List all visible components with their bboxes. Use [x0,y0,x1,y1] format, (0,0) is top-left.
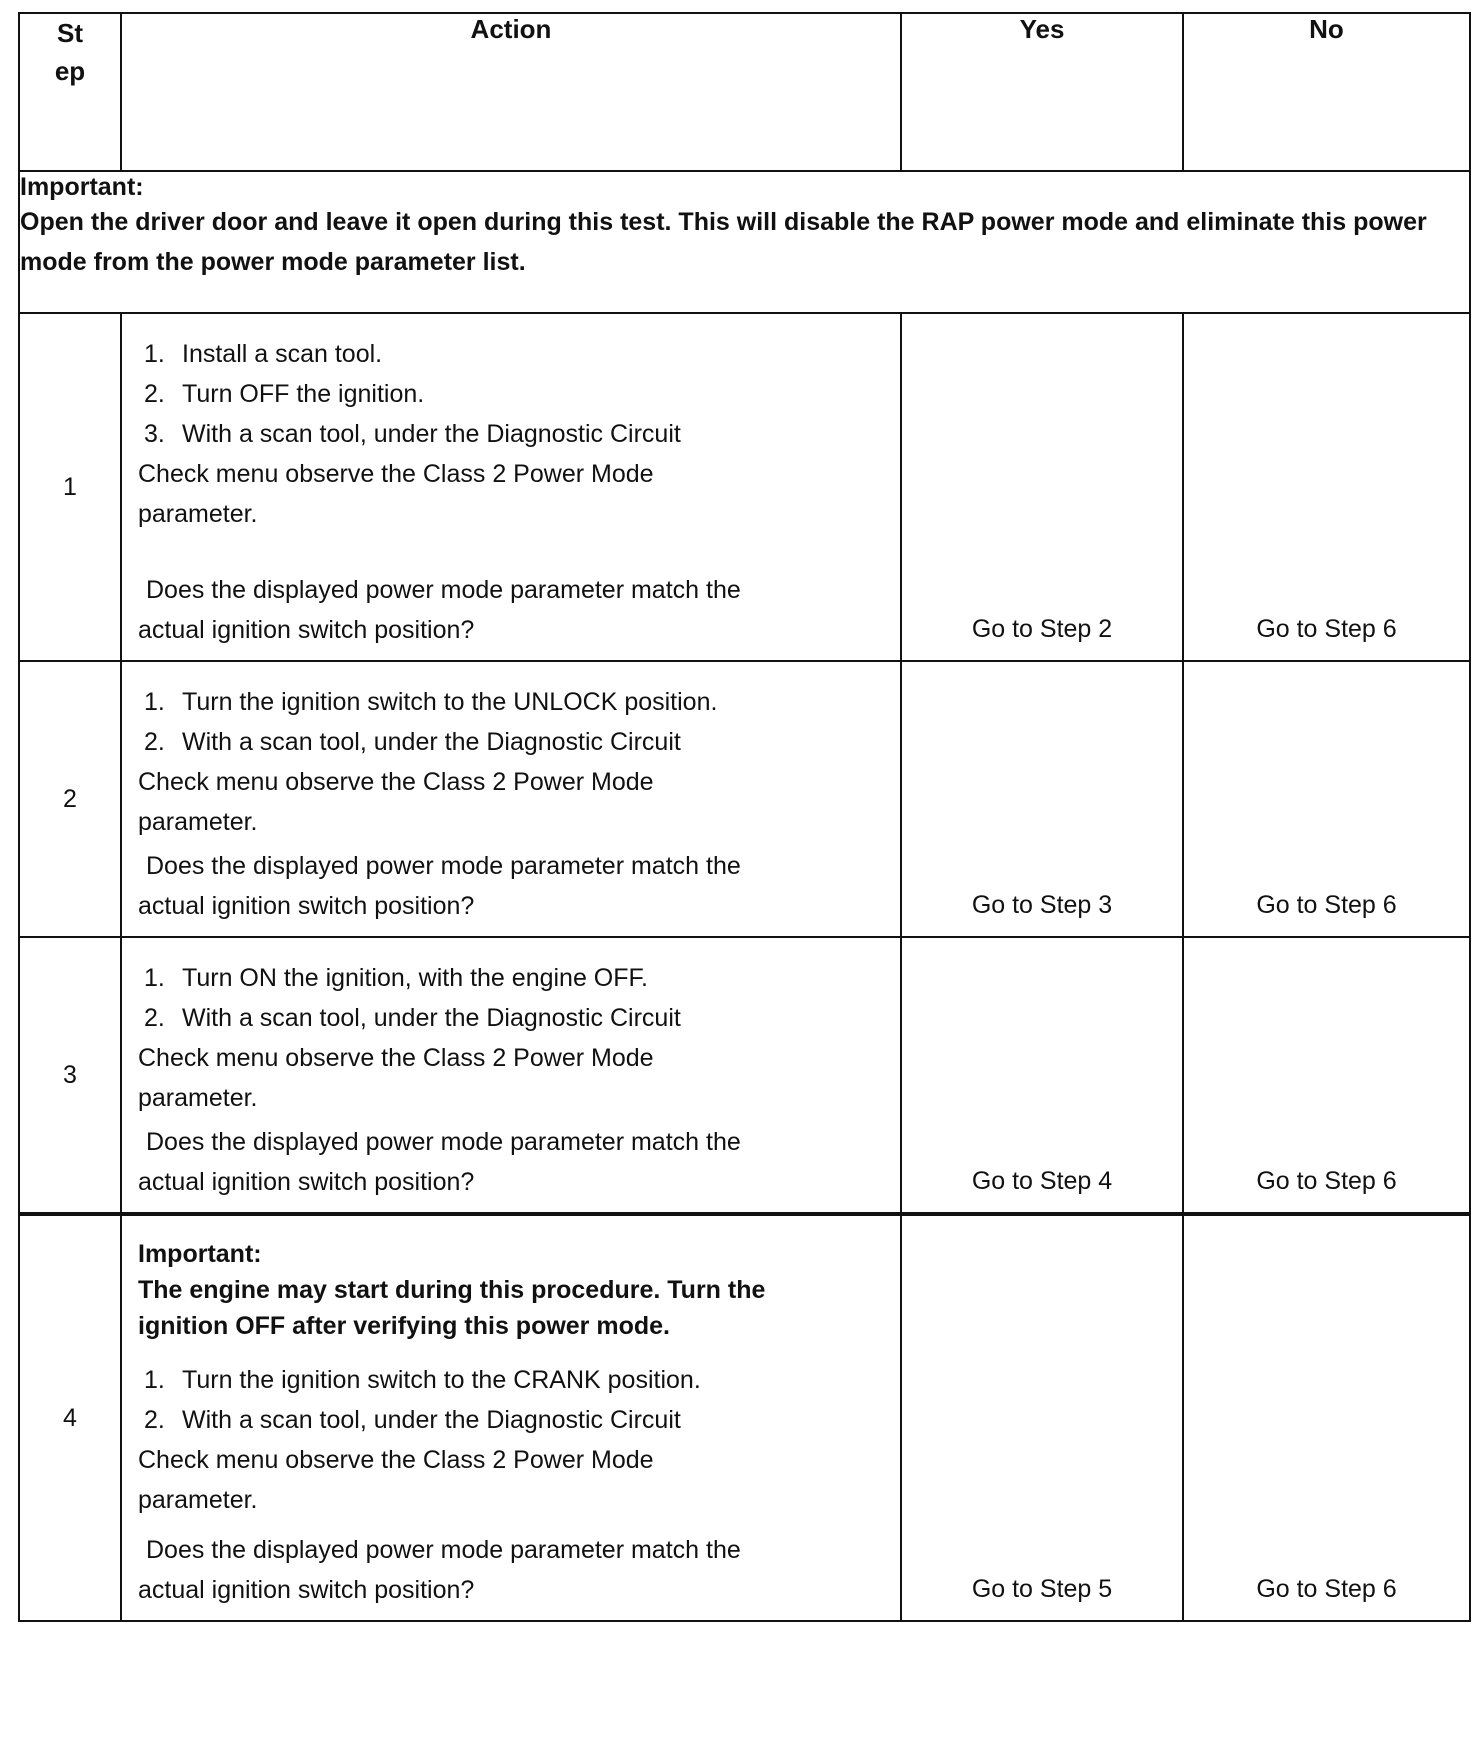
list-text: With a scan tool, under the Diagnostic Circuit [182,728,681,756]
yes-column-header: Yes [901,13,1183,171]
action-cell [121,937,901,1214]
list-text: Turn ON the ignition, with the engine OFF. [182,964,648,992]
continuation-line: Check menu observe the Class 2 Power Mode [138,460,654,488]
question-line: Does the displayed power mode parameter match the [146,852,741,880]
list-text: With a scan tool, under the Diagnostic Circuit [182,420,681,448]
question [138,846,884,926]
action-cell [121,661,901,937]
list-text: Install a scan tool. [182,340,383,368]
list-number: 2. [144,1406,165,1434]
question-line: actual ignition switch position? [138,1168,475,1196]
step-number: 4 [19,1214,121,1621]
question-line: actual ignition switch position? [138,892,475,920]
list-number: 1. [144,340,165,368]
list-item [138,414,884,454]
table-row [19,937,1470,1214]
list-item [138,374,884,414]
question-line: actual ignition switch position? [138,616,475,644]
important-warning-line: ignition OFF after verifying this power mode. [138,1312,670,1340]
question-line: Does the displayed power mode parameter match the [146,1536,741,1564]
list-text: Turn the ignition switch to the UNLOCK position. [182,688,718,716]
list-number: 2. [144,1004,165,1032]
action-list [138,682,884,762]
continuation-line: Check menu observe the Class 2 Power Mode [138,1446,654,1474]
question-line: actual ignition switch position? [138,1576,475,1604]
action-cell [121,313,901,661]
table-row [19,313,1470,661]
important-note-row [19,171,1470,313]
list-number: 2. [144,728,165,756]
yes-result: Go to Step 2 [901,313,1183,661]
action-list [138,334,884,454]
list-text: Turn the ignition switch to the CRANK position. [182,1366,701,1394]
continuation-line: parameter. [138,1084,258,1112]
action-cell [121,1214,901,1621]
list-item [138,1400,884,1440]
no-result: Go to Step 6 [1183,313,1470,661]
no-result: Go to Step 6 [1183,661,1470,937]
table-row [19,1214,1470,1621]
list-item [138,334,884,374]
important-note [19,171,1470,313]
list-item [138,722,884,762]
list-text: With a scan tool, under the Diagnostic Circuit [182,1406,681,1434]
question-line: Does the displayed power mode parameter match the [146,1128,741,1156]
step-header-line2: ep [54,56,86,86]
list-item [138,682,884,722]
list-text: With a scan tool, under the Diagnostic Circuit [182,1004,681,1032]
continuation-line: parameter. [138,500,258,528]
important-note-title: Important: [20,173,144,201]
list-item [138,1360,884,1400]
important-warning [138,1236,884,1344]
list-number: 1. [144,1366,165,1394]
question [138,1530,884,1610]
header-row [19,13,1470,171]
diagnostic-table [18,12,1471,1622]
step-column-header [19,13,121,171]
important-warning-line: The engine may start during this procedure. Turn the [138,1276,766,1304]
continuation-line: Check menu observe the Class 2 Power Mode [138,1044,654,1072]
yes-result: Go to Step 5 [901,1214,1183,1621]
no-result: Go to Step 6 [1183,1214,1470,1621]
list-text: Turn OFF the ignition. [182,380,425,408]
list-number: 1. [144,964,165,992]
action-column-header: Action [121,13,901,171]
action-list [138,1360,884,1440]
yes-result: Go to Step 3 [901,661,1183,937]
question [138,1122,884,1202]
list-item [138,998,884,1038]
continuation-line: Check menu observe the Class 2 Power Mode [138,768,654,796]
list-item [138,958,884,998]
step-number: 3 [19,937,121,1214]
list-number: 2. [144,380,165,408]
important-warning-title: Important: [138,1240,262,1268]
continuation-line: parameter. [138,808,258,836]
no-column-header: No [1183,13,1470,171]
question-line: Does the displayed power mode parameter match the [146,576,741,604]
table-row [19,661,1470,937]
important-note-text: Open the driver door and leave it open during this test. This will disable the RAP power mode and eliminate this power mode from the power mode parameter list. [20,208,1427,276]
no-result: Go to Step 6 [1183,937,1470,1214]
question [138,570,884,650]
action-list [138,958,884,1038]
list-number: 1. [144,688,165,716]
list-number: 3. [144,420,165,448]
step-header-line1: St [57,18,83,48]
step-number: 1 [19,313,121,661]
continuation-line: parameter. [138,1486,258,1514]
step-number: 2 [19,661,121,937]
yes-result: Go to Step 4 [901,937,1183,1214]
